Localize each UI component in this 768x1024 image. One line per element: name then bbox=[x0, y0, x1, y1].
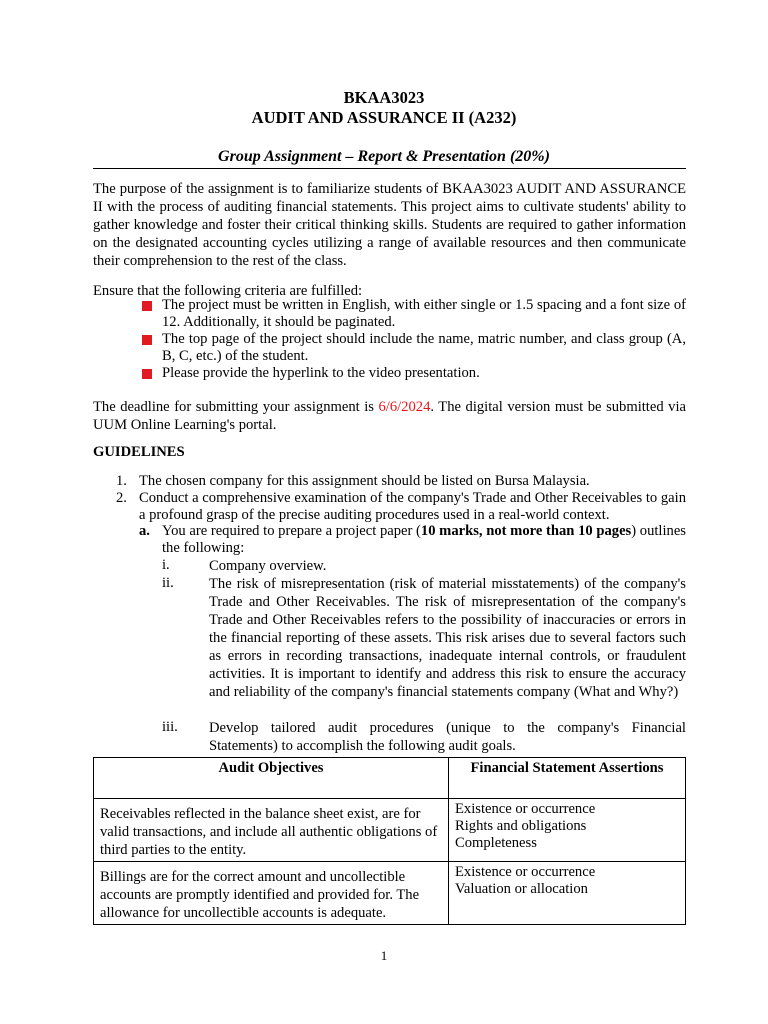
course-code: BKAA3023 bbox=[343, 88, 425, 107]
roman-number: iii. bbox=[162, 719, 178, 735]
guideline-number: 2. bbox=[116, 490, 127, 506]
table-cell-assertions bbox=[449, 862, 686, 925]
roman-item-text: Company overview. bbox=[209, 558, 327, 574]
assertion-item: Existence or occurrence bbox=[455, 864, 596, 880]
sub-item-text bbox=[162, 523, 686, 557]
sub-item-text-before: You are required to prepare a project paper ( bbox=[162, 523, 421, 539]
table-cell-objective: Receivables reflected in the balance sheet exist, are for valid transactions, and include all authentic obligations of third parties to the entity. bbox=[94, 799, 449, 862]
red-square-bullet-icon bbox=[142, 369, 152, 379]
audit-objectives-table bbox=[93, 757, 686, 925]
table-row bbox=[94, 799, 686, 862]
title-divider bbox=[93, 168, 686, 169]
deadline-paragraph bbox=[93, 398, 686, 434]
page-number: 1 bbox=[380, 948, 388, 963]
table-cell-assertions bbox=[449, 799, 686, 862]
sub-item-text-after: ) outlines the following: bbox=[162, 523, 686, 556]
assertion-item: Existence or occurrence bbox=[455, 801, 596, 817]
deadline-date: 6/6/2024 bbox=[378, 399, 431, 415]
deadline-text-after: . The digital version must be submitted via UUM Online Learning's portal. bbox=[93, 399, 686, 433]
roman-number: i. bbox=[162, 557, 170, 573]
assignment-title: Group Assignment – Report & Presentation (20%) bbox=[218, 148, 550, 165]
criteria-lead: Ensure that the following criteria are fulfilled: bbox=[93, 283, 363, 299]
guideline-number: 1. bbox=[116, 473, 127, 489]
roman-item-text: The risk of misrepresentation (risk of material misstatements) of the company's Trade and Other Receivables. The risk of misrepresentation of the company's Trade and Other Receivables refers to the possibility of inaccuracies or errors in the financial reporting of these assets. This risk arises due to several factors such as errors in recording transactions, inadequate internal controls, or fraudulent activities. It is important to identify and address this risk to ensure the accuracy and reliability of the company's financial statements company (What and Why?) bbox=[209, 576, 686, 700]
table-header-cell: Financial Statement Assertions bbox=[449, 758, 686, 799]
course-title: AUDIT AND ASSURANCE II (A232) bbox=[251, 108, 517, 127]
table-row bbox=[94, 862, 686, 925]
red-square-bullet-icon bbox=[142, 301, 152, 311]
intro-paragraph: The purpose of the assignment is to familiarize students of BKAA3023 AUDIT AND ASSURANCE II with the process of auditing financial statements. This project aims to cultivate students' ability to gather knowledge and foster their critical thinking skills. Students are required to gather information on the designated accounting cycles utilizing a range of available resources and then communicate their comprehension to the rest of the class. bbox=[93, 181, 686, 269]
criteria-item: The top page of the project should include the name, matric number, and class group (A, B, C, etc.) of the student. bbox=[162, 331, 686, 364]
table-header-row bbox=[94, 758, 686, 799]
roman-number: ii. bbox=[162, 575, 174, 591]
guideline-text: The chosen company for this assignment should be listed on Bursa Malaysia. bbox=[139, 473, 590, 489]
sub-item-text-bold: 10 marks, not more than 10 pages bbox=[420, 523, 632, 539]
roman-item-text: Develop tailored audit procedures (unique to the company's Financial Statements) to accomplish the following audit goals. bbox=[209, 720, 686, 754]
sub-item-label: a. bbox=[139, 523, 150, 539]
table-header-cell: Audit Objectives bbox=[94, 758, 449, 799]
guideline-text: Conduct a comprehensive examination of the company's Trade and Other Receivables to gain a profound grasp of the precise auditing procedures used in a real-world context. bbox=[139, 490, 686, 523]
assertion-item: Valuation or allocation bbox=[455, 881, 588, 897]
criteria-item: The project must be written in English, with either single or 1.5 spacing and a font size of 12. Additionally, it should be paginated. bbox=[162, 297, 686, 330]
red-square-bullet-icon bbox=[142, 335, 152, 345]
assertion-item: Rights and obligations bbox=[455, 818, 587, 834]
guidelines-heading: GUIDELINES bbox=[93, 444, 185, 460]
assertion-item: Completeness bbox=[455, 835, 537, 851]
table-cell-objective: Billings are for the correct amount and uncollectible accounts are promptly identified and provided for. The allowance for uncollectible accounts is adequate. bbox=[94, 862, 449, 925]
criteria-item: Please provide the hyperlink to the video presentation. bbox=[162, 365, 480, 381]
deadline-text-before: The deadline for submitting your assignment is bbox=[93, 399, 379, 415]
